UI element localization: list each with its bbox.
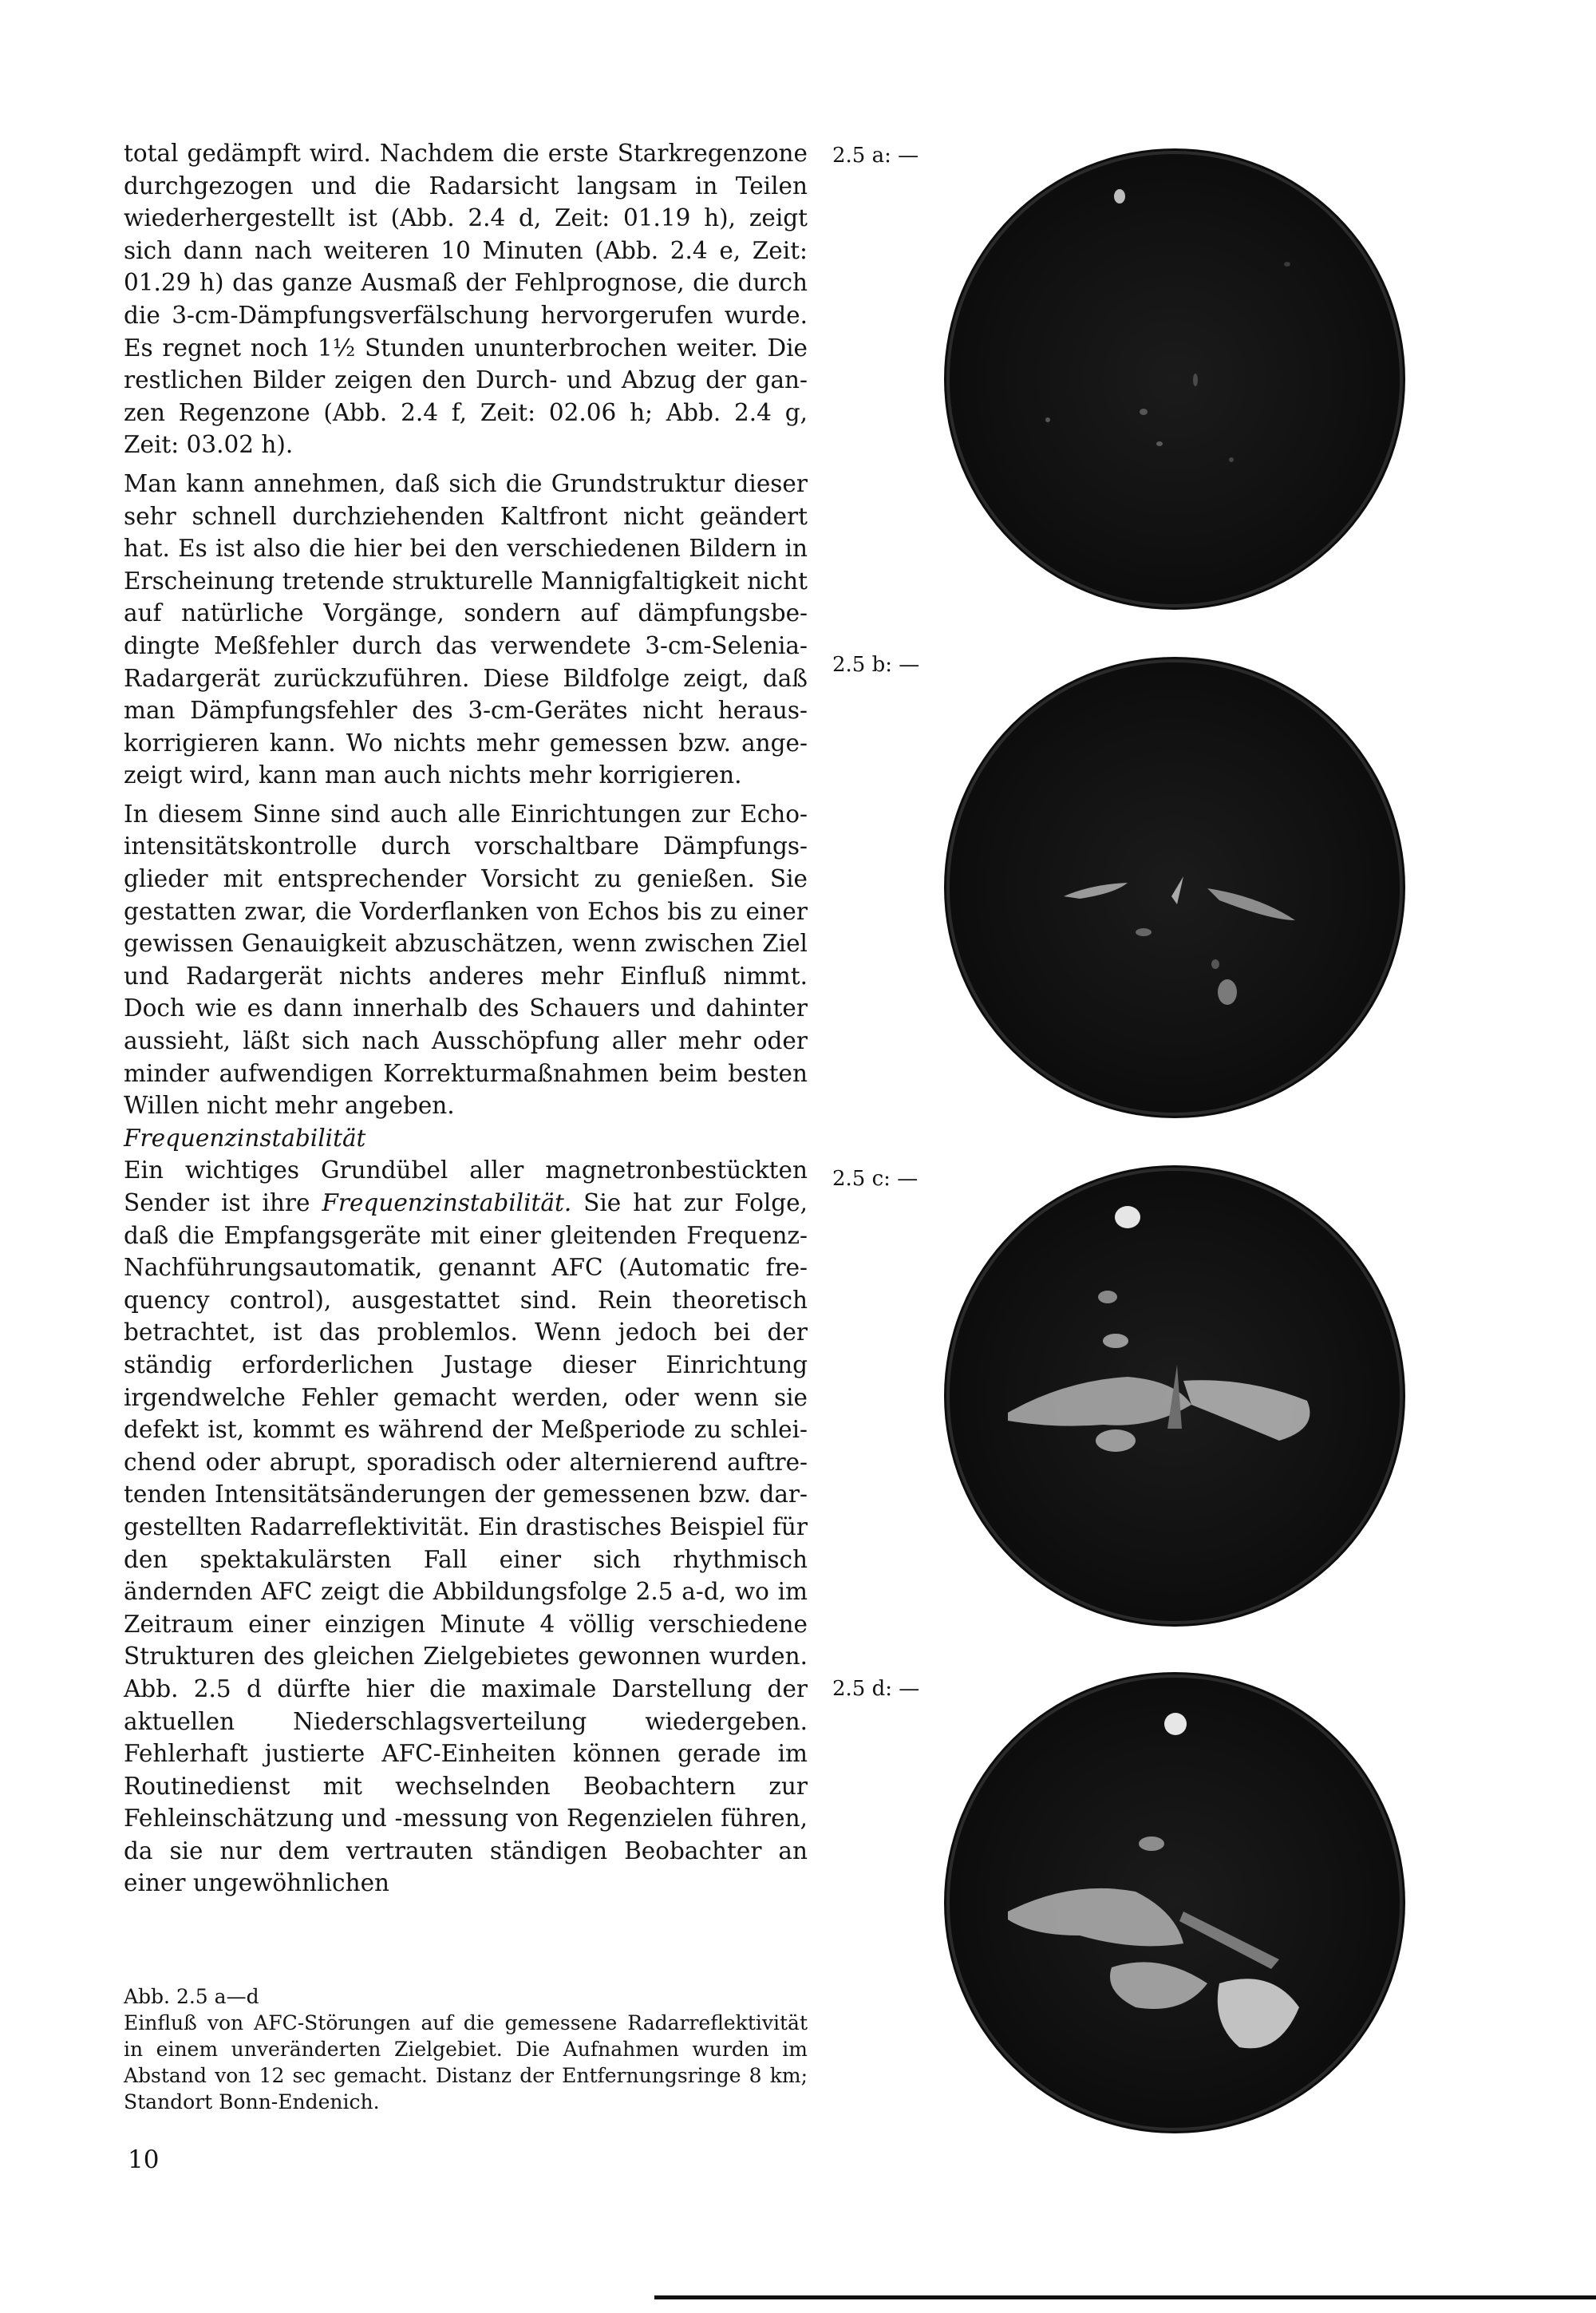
caption-text: Einfluß von AFC-Störungen auf die gemessene Radarreflektivität in einem unveränderten Zielgebiet. Die Aufnahmen wurden im Abstand von 12 sec gemacht. Distanz der Entfernungsringe 8 km; Standort Bonn-Endenich. — [124, 2011, 808, 2113]
radar-scope-image-d — [944, 1672, 1405, 2133]
section-heading: Frequenzinstabilität — [124, 1124, 366, 1152]
radar-echoes-a — [944, 148, 1405, 610]
paragraph-4 — [124, 1154, 808, 1900]
radar-scope-image-a — [944, 148, 1405, 610]
figure-caption — [124, 1983, 808, 2115]
figure-label-a: 2.5 a: — — [832, 144, 919, 168]
paragraph-4-emphasis: Frequenzinstabilität. — [322, 1189, 572, 1216]
figure-label-c: 2.5 c: — — [832, 1167, 918, 1191]
radar-echoes-c — [944, 1165, 1405, 1627]
radar-echoes-d — [944, 1672, 1405, 2133]
body-text-column — [124, 137, 808, 1900]
bottom-rule — [654, 2295, 1596, 2299]
paragraph-4-start: Ein wichtiges Grundübel aller magnetronbestückten Sender ist ihre — [124, 1156, 808, 1216]
radar-scope-image-b — [944, 657, 1405, 1118]
paragraph-4-rest: Sie hat zur Folge, daß die Empfangsgeräte mit einer gleitenden Frequenz-Nachführungsautomatik, genannt AFC (Automatic frequency control), ausgestattet sind. Rein theoretisch betrachtet, ist das problemlos. Wenn jedoch bei der ständig erforderlichen Justage dieser Einrichtung irgendwelche Fehler gemacht werden, oder wenn sie defekt ist, kommt es während der Meßperiode zu schleichend oder abrupt, sporadisch oder alternierend auftretenden Intensitätsänderungen der gemessenen bzw. dargestellten Radarreflektivität. Ein drastisches Beispiel für den spektakulärsten Fall einer sich rhythmisch ändernden AFC zeigt die Abbildungsfolge 2.5 a-d, wo im Zeitraum einer einzigen Minute 4 völlig verschiedene Strukturen des gleichen Zielgebietes gewonnen wurden. Abb. 2.5 d dürfte hier die maximale Darstellung der aktuellen Niederschlagsverteilung wiedergeben. Fehlerhaft justierte AFC-Einheiten können gerade im Routinedienst mit wechselnden Beobachtern zur Fehleinschätzung und -messung von Regenzielen führen, da sie nur dem vertrauten ständigen Beobachter an einer ungewöhnlichen — [124, 1189, 808, 1897]
radar-scope-image-c — [944, 1165, 1405, 1627]
figure-label-b: 2.5 b: — — [832, 653, 920, 677]
page-number: 10 — [128, 2145, 160, 2174]
figure-label-d: 2.5 d: — — [832, 1677, 920, 1701]
paragraph-2: Man kann annehmen, daß sich die Grundstruktur dieser sehr schnell durchziehenden Kaltfront nicht geändert hat. Es ist also die hier bei den verschiedenen Bildern in Erscheinung tretende strukturelle Mannigfaltigkeit nicht auf natürliche Vorgänge, sondern auf dämpfungsbedingte Meßfehler durch das verwendete 3-cm-Selenia-Radargerät zurückzuführen. Diese Bildfolge zeigt, daß man Dämpfungsfehler des 3-cm-Gerätes nicht herauskorrigieren kann. Wo nichts mehr gemessen bzw. angezeigt wird, kann man auch nichts mehr korrigieren. — [124, 469, 808, 789]
paragraph-1: total gedämpft wird. Nachdem die erste Starkregenzone durchgezogen und die Radarsicht langsam in Teilen wiederhergestellt ist (Abb. 2.4 d, Zeit: 01.19 h), zeigt sich dann nach weiteren 10 Minuten (Abb. 2.4 e, Zeit: 01.29 h) das ganze Ausmaß der Fehlprognose, die durch die 3-cm-Dämpfungsverfälschung hervorgerufen wurde. Es regnet noch 1½ Stunden ununterbrochen weiter. Die restlichen Bilder zeigen den Durch- und Abzug der ganzen Regenzone (Abb. 2.4 f, Zeit: 02.06 h; Abb. 2.4 g, Zeit: 03.02 h). — [124, 140, 808, 459]
paragraph-3: In diesem Sinne sind auch alle Einrichtungen zur Echointensitätskontrolle durch vorschaltbare Dämpfungsglieder mit entsprechender Vorsicht zu genießen. Sie gestatten zwar, die Vorderflanken von Echos bis zu einer gewissen Genauigkeit abzuschätzen, wenn zwischen Ziel und Radargerät nichts anderes mehr Einfluß nimmt. Doch wie es dann innerhalb des Schauers und dahinter aussieht, läßt sich nach Ausschöpfung aller mehr oder minder aufwendigen Korrekturmaßnahmen beim besten Willen nicht mehr angeben. — [124, 800, 808, 1120]
caption-title: Abb. 2.5 a—d — [124, 1985, 259, 2008]
radar-echoes-b — [944, 657, 1405, 1118]
